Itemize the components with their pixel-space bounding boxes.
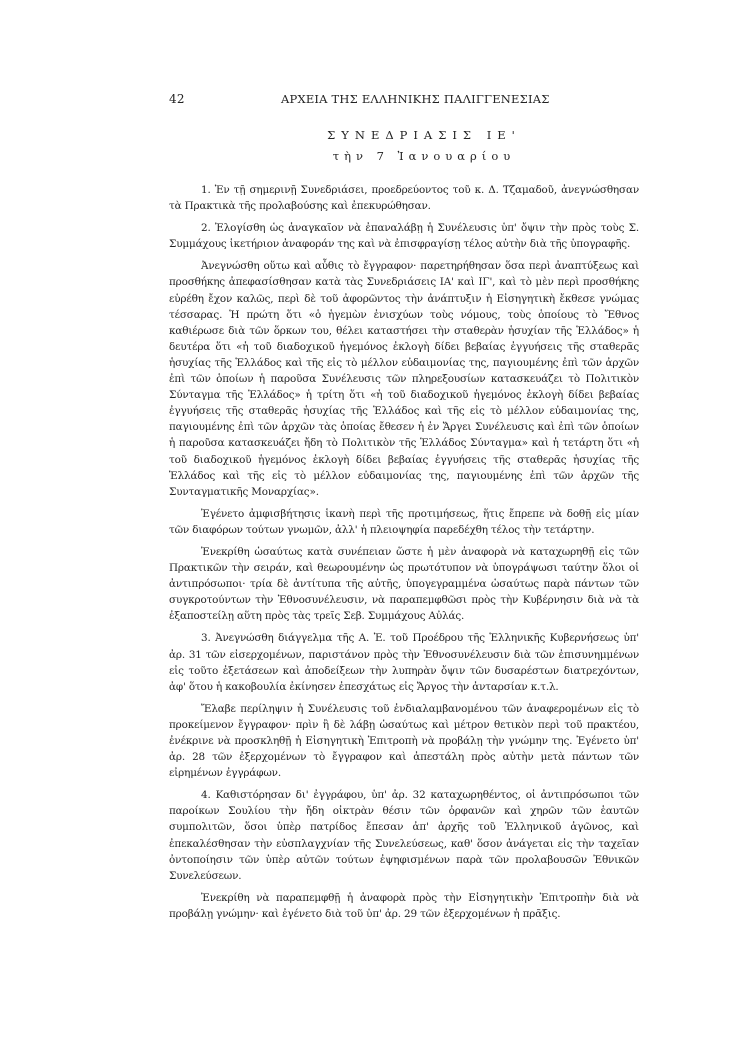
document-page [169,92,639,928]
paragraph-referral: Ἐνεκρίθη νὰ παραπεμφθῇ ἡ ἀναφορὰ πρὸς τὴν Εἰσηγητικὴν Ἐπιτροπὴν διὰ νὰ προβάλῃ γνώμην· καὶ ἐγένετο διὰ τοῦ ὑπ' ἀρ. 29 τῶν ἐξερχομένων ἡ πρᾶξις. [169,891,639,920]
session-title: ΣΥΝΕΔΡΙΑΣΙΣ ΙΕ' [327,128,521,142]
paragraph-item-4: 4. Καθιστόρησαν δι' ἐγγράφου, ὑπ' ἀρ. 32 καταχωρηθέντος, οἱ ἀντιπρόσωποι τῶν παροίκων Σουλίου τὴν ἤδη οἰκτρὰν θέσιν τῶν ὀρφανῶν καὶ χηρῶν τῶν ἑαυτῶν συμπολιτῶν, ὅσοι ὑπὲρ πατρίδος ἔπεσαν ἀπ' ἀρχῆς τοῦ Ἑλληνικοῦ ἀγῶνος, καὶ ἐπεκαλέσθησαν τὴν εὐσπλαγχνίαν τῆς Συνελεύσεως, καθ' ὅσον ἀνάγεται εἰς τὴν ταχεῖαν ὀντοποίησιν τῶν ὑπὲρ αὐτῶν τούτων ἐψηφισμένων παρὰ τῶν προλαβουσῶν Ἐθνικῶν Συνελεύσεων. [169,789,639,882]
running-header [169,92,639,110]
paragraph-item-1: 1. Ἐν τῇ σημερινῇ Συνεδριάσει, προεδρεύοντος τοῦ κ. Δ. Τζαμαδοῦ, ἀνεγνώσθησαν τὰ Πρακτικὰ τῆς προλαβούσης καὶ ἐπεκυρώθησαν. [169,184,639,213]
body-text [169,182,639,922]
paragraph-dispute: Ἐγένετο ἀμφισβήτησις ἱκανὴ περὶ τῆς προτιμήσεως, ἥτις ἔπρεπε νὰ δοθῇ εἰς μίαν τῶν διαφόρων τούτων γνωμῶν, ἀλλ' ἡ πλειοψηφία παρεδέχθη τέλος τὴν τετάρτην. [169,507,639,536]
paragraph-summary: Ἔλαβε περίληψιν ἡ Συνέλευσις τοῦ ἐνδιαλαμβανομένου τῶν ἀναφερομένων εἰς τὸ προκείμενον ἔγγραφον· πρὶν ἢ δὲ λάβῃ ὡσαύτως καὶ μέτρον θετικὸν περὶ τοῦ πρακτέου, ἐνέκρινε νὰ προσκληθῇ ἡ Εἰσηγητικὴ Ἐπιτροπὴ νὰ προβάλῃ τὴν γνώμην της. Ἐγένετο ὑπ' ἀρ. 28 τῶν ἐξερχομένων τὸ ἔγγραφον καὶ ἀπεστάλη πρὸς αὐτὴν μετὰ πάντων τῶν εἰρημένων ἐγγράφων. [169,702,639,780]
session-date: τὴν 7 Ἰανουαρίου [332,149,516,163]
paragraph-item-3: 3. Ἀνεγνώσθη διάγγελμα τῆς Α. Ἐ. τοῦ Προέδρου τῆς Ἑλληνικῆς Κυβερνήσεως ὑπ' ἀρ. 31 τῶν εἰσερχομένων, παριστάνον πρὸς τὴν Ἐθνοσυνέλευσιν διὰ τῶν ἐπισυνημμένων εἰς τοῦτο ἐξετάσεων καὶ ἀποδείξεων τὴν λυπηρὰν ὄψιν τῶν δυσαρέστων διατρεχόντων, ἀφ' ὅτου ἡ κακοβουλία ἐκίνησεν ἐπεσχάτως εἰς Ἄργος τὴν ἀνταρσίαν κ.τ.λ. [169,632,639,693]
paragraph-item-2: 2. Ἐλογίσθη ὡς ἀναγκαῖον νὰ ἐπαναλάβῃ ἡ Συνέλευσις ὑπ' ὄψιν τὴν πρὸς τοὺς Σ. Συμμάχους ἱκετήριον ἀναφοράν της καὶ νὰ ἐπισφραγίσῃ τέλος αὐτὴν διὰ τῆς ὑπογραφῆς. [169,222,639,251]
paragraph-proposals: Ἀνεγνώσθη οὕτω καὶ αὖθις τὸ ἔγγραφον· παρετηρήθησαν ὅσα περὶ ἀναπτύξεως καὶ προσθήκης ἀπεφασίσθησαν κατὰ τὰς Συνεδριάσεις ΙΑ' καὶ ΙΓ', καὶ τὸ μὲν περὶ προσθήκης εὑρέθη ἔχον καλῶς, περὶ δὲ τοῦ ἀφορῶντος τὴν ἀνάπτυξιν ἡ Εἰσηγητικὴ ἔκθεσε γνώμας τέσσαρας. Ἡ πρώτη ὅτι «ὁ ἡγεμὼν ἐνισχύων τοὺς νόμους, τοὺς ὁποίους τὸ Ἔθνος καθιέρωσε διὰ τῶν ὅρκων του, θέλει καταστήσει τὴν σταθερὰν ἡσυχίαν τῆς Ἑλλάδος» ἡ δευτέρα ὅτι «ἡ τοῦ διαδοχικοῦ ἡγεμόνος ἐκλογὴ δίδει βεβαίας ἐγγυήσεις τῆς σταθερᾶς ἡσυχίας τῆς Ἑλλάδος καὶ τῆς εἰς τὸ μέλλον εὐδαιμονίας της, παγιουμένης ἐπὶ τῶν ἀρχῶν ἐπὶ τῶν ὁποίων ἡ παροῦσα Συνέλευσις τῶν πληρεξουσίων κατασκευάζει τὸ Πολιτικὸν Σύνταγμα τῆς Ἑλλάδος» ἡ τρίτη ὅτι «ἡ τοῦ διαδοχικοῦ ἡγεμόνος ἐκλογὴ δίδει βεβαίας ἐγγυήσεις τῆς σταθερᾶς ἡσυχίας τῆς Ἑλλάδος καὶ τῆς εἰς τὸ μέλλον εὐδαιμονίας της, παγιουμένης ἐπὶ τῶν ἀρχῶν τὰς ὁποίας ἔθεσεν ἡ ἐν Ἄργει Συνέλευσις καὶ ἐπὶ τῶν ὁποίων ἡ παροῦσα κατασκευάζει ἤδη τὸ Πολιτικὸν τῆς Ἑλλάδος Σύνταγμα» καὶ ἡ τετάρτη ὅτι «ἡ τοῦ διαδοχικοῦ ἡγεμόνος ἐκλογὴ δίδει βεβαίας ἐγγυήσεις τῆς σταθερᾶς ἡσυχίας τῆς Ἑλλάδος καὶ τῆς εἰς τὸ μέλλον εὐδαιμονίας της, παγιουμένης ἐπὶ τῶν ἀρχῶν τῆς Συνταγματικῆς Μοναρχίας». [169,260,639,498]
paragraph-approval: Ἐνεκρίθη ὡσαύτως κατὰ συνέπειαν ὥστε ἡ μὲν ἀναφορὰ νὰ καταχωρηθῇ εἰς τῶν Πρακτικῶν τὴν σειράν, καὶ θεωρουμένην ὡς πρωτότυπον νὰ ὑπογράψωσι ταύτην ὅλοι οἱ ἀντιπρόσωποι· τρία δὲ ἀντίτυπα τῆς αὐτῆς, ὑπογεγραμμένα ὡσαύτως παρὰ πάντων τῶν συγκροτούντων τὴν Ἐθνοσυνέλευσιν, νὰ παραπεμφθῶσι πρὸς τὴν Κυβέρνησιν διὰ νὰ τὰ ἐξαποστείλῃ αὕτη πρὸς τὰς τρεῖς Σεβ. Συμμάχους Αὐλάς. [169,545,639,623]
page-number: 42 [169,92,185,106]
journal-title: ΑΡΧΕΙΑ ΤΗΣ ΕΛΛΗΝΙΚΗΣ ΠΑΛΙΓΓΕΝΕΣΙΑΣ [281,92,550,106]
